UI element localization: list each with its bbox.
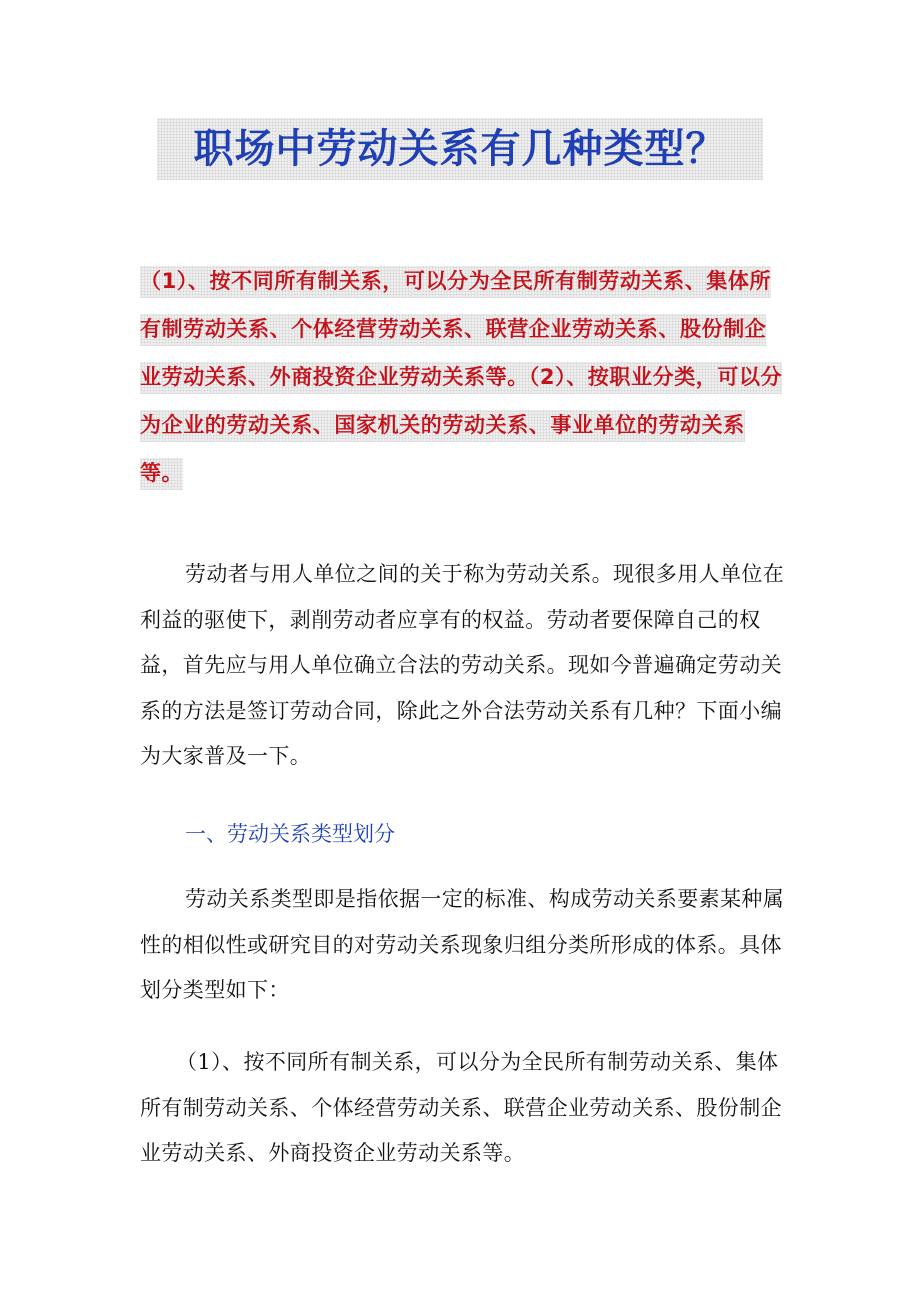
summary-text: （1）、按不同所有制关系，可以分为全民所有制劳动关系、集体所有制劳动关系、个体经营劳动关系、联营企业劳动关系、股份制企业劳动关系、外商投资企业劳动关系等。（2）、按职业分类，可以分为企业的劳动关系、国家机关的劳动关系、事业单位的劳动关系等。	[140, 266, 782, 490]
page-title: 职场中劳动关系有几种类型？	[193, 126, 727, 172]
summary-block	[140, 257, 785, 497]
section-paragraph-definition: 劳动关系类型即是指依据一定的标准、构成劳动关系要素某种属性的相似性或研究目的对劳动关系现象归组分类所形成的体系。具体划分类型如下：	[140, 887, 785, 1002]
title-banner	[157, 118, 763, 180]
section-paragraph-ownership: （1）、按不同所有制关系，可以分为全民所有制劳动关系、集体所有制劳动关系、个体经营劳动关系、联营企业劳动关系、股份制企业劳动关系、外商投资企业劳动关系等。	[140, 1050, 782, 1165]
intro-paragraph: 劳动者与用人单位之间的关于称为劳动关系。现很多用人单位在利益的驱使下，剥削劳动者应享有的权益。劳动者要保障自己的权益，首先应与用人单位确立合法的劳动关系。现如今普遍确定劳动关系的方法是签订劳动合同，除此之外合法劳动关系有几种？下面小编为大家普及一下。	[140, 562, 785, 768]
section-heading: 一、劳动关系类型划分	[185, 822, 395, 846]
